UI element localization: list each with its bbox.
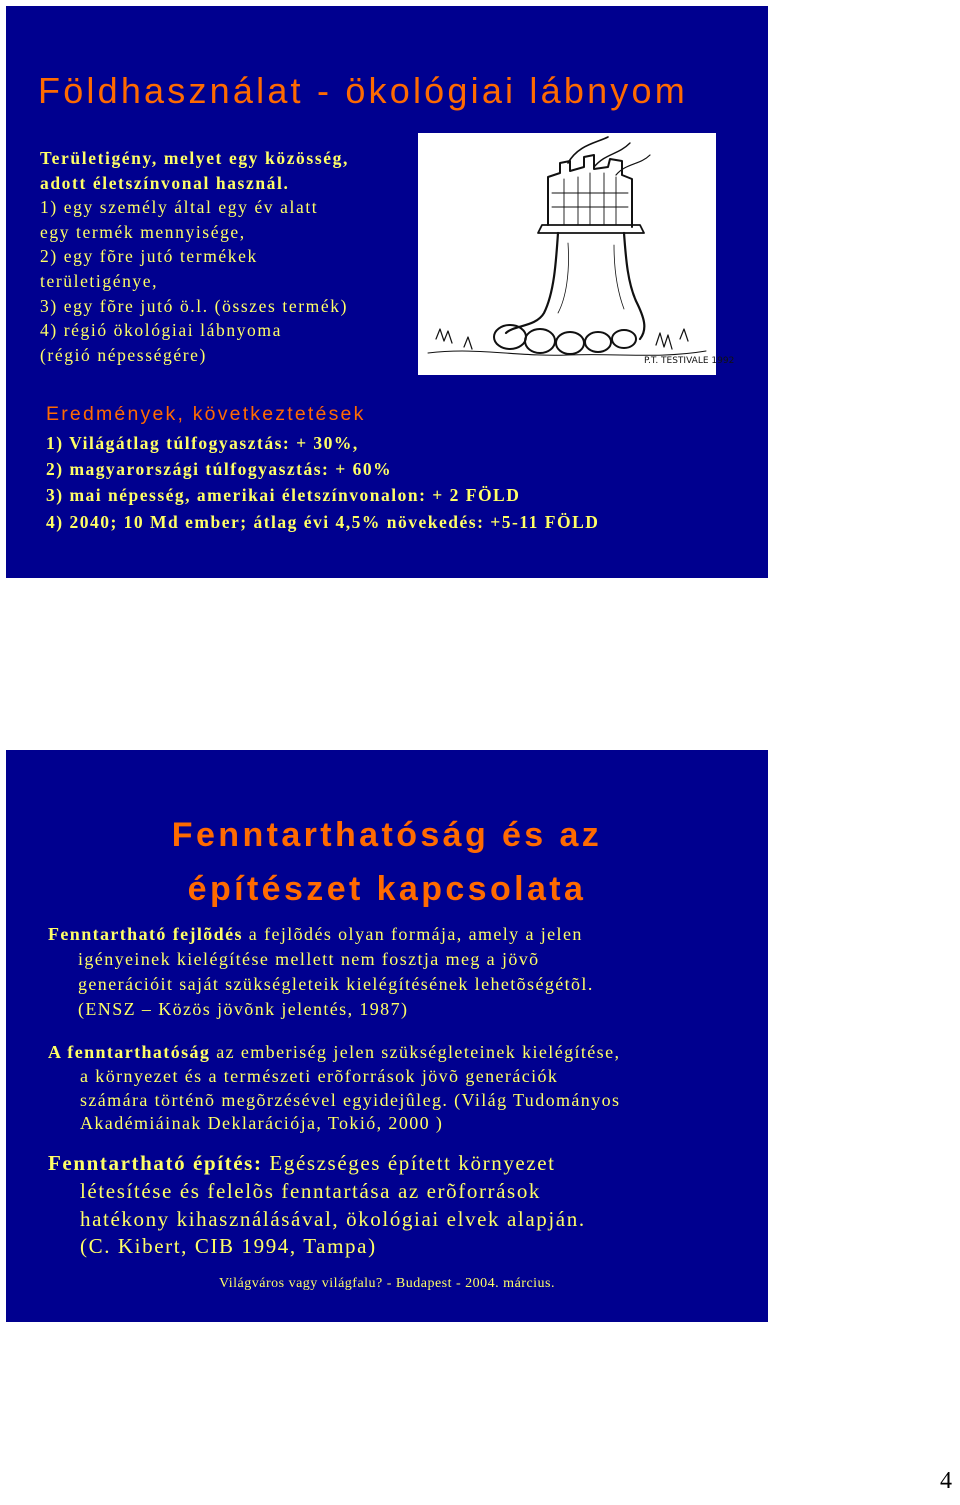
slide-2: [6, 750, 768, 1322]
page-number: 4: [940, 1468, 952, 1494]
slide-2-title-line-2: építészet kapcsolata: [187, 870, 587, 908]
result-item: 1) Világátlag túlfogyasztás: + 30%,: [46, 433, 359, 453]
result-item: 2) magyarországi túlfogyasztás: + 60%: [46, 459, 393, 480]
definition-line: 4) régió ökológiai lábnyoma: [40, 320, 282, 341]
sustainability-paragraph: [48, 1041, 620, 1136]
definition-line: (régió népességére): [40, 344, 207, 365]
paragraph-text: generációit saját szükségleteik kielégítésének lehetõségétõl.: [78, 974, 594, 994]
paragraph-text: Akadémiáinak Deklarációja, Tokió, 2000 ): [80, 1113, 444, 1134]
paragraph-text: hatékony kihasználásával, ökológiai elvek alapján.: [80, 1206, 586, 1231]
definition-line: egy termék mennyisége,: [40, 221, 246, 242]
slide-footer: Világváros vagy világfalu? - Budapest - 2004. március.: [218, 1276, 556, 1291]
paragraph-text: a fejlõdés olyan formája, amely a jelen: [242, 924, 583, 944]
definition-line: Területigény, melyet egy közösség,: [40, 148, 349, 168]
definition-block: [40, 146, 420, 367]
paragraph-text: számára történõ megõrzésével egyidejûleg. (Világ Tudományos: [80, 1089, 621, 1110]
results-heading: Eredmények, következtetések: [46, 403, 366, 425]
sustainable-development-paragraph: [48, 922, 594, 1022]
paragraph-lead: A fenntarthatóság: [48, 1042, 211, 1062]
paragraph-text: igényeinek kielégítése mellett nem fosztja meg a jövõ: [78, 949, 540, 969]
paragraph-text: az emberiség jelen szükségleteinek kielégítése,: [210, 1042, 621, 1062]
slide-1: [6, 6, 768, 578]
paragraph-lead: Fenntartható fejlõdés: [48, 924, 243, 944]
results-list: [46, 430, 599, 535]
sustainable-construction-paragraph: [48, 1150, 586, 1261]
slide-2-title-line-1: Fenntarthatóság és az: [171, 816, 603, 854]
definition-line: 3) egy fõre jutó ö.l. (összes termék): [40, 295, 349, 316]
slide-1-title: Földhasználat - ökológiai lábnyom: [38, 70, 688, 111]
city-on-foot-sketch-icon: [418, 133, 735, 375]
definition-line: adott életszínvonal használ.: [40, 172, 290, 193]
definition-line: 1) egy személy által egy év alatt: [40, 197, 319, 218]
paragraph-lead: Fenntartható építés:: [48, 1151, 263, 1175]
definition-line: területigénye,: [40, 270, 159, 291]
sketch-signature: P.T. TESTIVALE 1992: [644, 356, 735, 366]
result-item: 4) 2040; 10 Md ember; átlag évi 4,5% növekedés: +5-11 FÖLD: [46, 511, 600, 532]
paragraph-text: létesítése és felelõs fenntartása az erõforrások: [80, 1178, 542, 1203]
paragraph-text: Egészséges épített környezet: [262, 1151, 556, 1175]
result-item: 3) mai népesség, amerikai életszínvonalon: + 2 FÖLD: [46, 485, 521, 506]
slide-2-title: [6, 808, 768, 916]
paragraph-text: (C. Kibert, CIB 1994, Tampa): [80, 1234, 377, 1259]
paragraph-text: (ENSZ – Közös jövõnk jelentés, 1987): [78, 999, 409, 1019]
definition-line: 2) egy fõre jutó termékek: [40, 246, 258, 267]
paragraph-text: a környezet és a természeti erõforrások jövõ generációk: [80, 1065, 559, 1086]
